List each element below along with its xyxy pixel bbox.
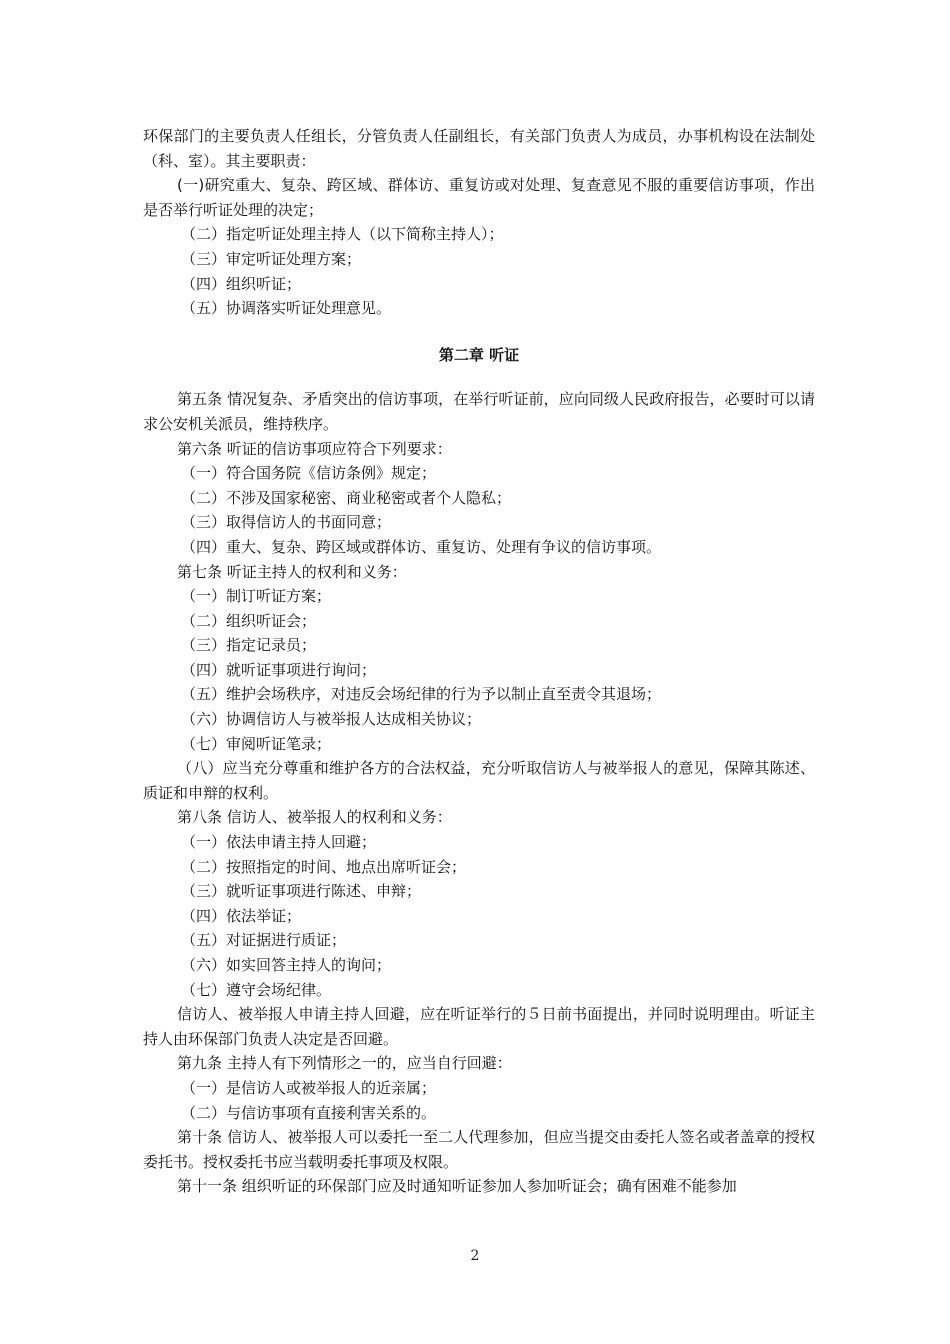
list-item: （六）如实回答主持人的询问； xyxy=(181,956,392,974)
list-item: （三）审定听证处理方案； xyxy=(181,249,362,268)
paragraph: 信访人、被举报人申请主持人回避，应在听证举行的５日前书面提出，并同时说明理由。听证主持人由环保部门负责人决定是否回避。 xyxy=(143,1005,815,1048)
paragraph: 第十条 信访人、被举报人可以委托一至二人代理参加，但应当提交由委托人签名或者盖章的授权委托书。授权委托书应当载明委托事项及权限。 xyxy=(143,1128,815,1171)
list-item: （一）符合国务院《信访条例》规定； xyxy=(181,464,437,483)
chapter-section xyxy=(143,387,815,1199)
list-item: （二）组织听证会； xyxy=(181,611,317,630)
paragraph: 第九条 主持人有下列情形之一的，应当自行回避： xyxy=(177,1054,512,1073)
paragraph: 第八条 信访人、被举报人的权利和义务： xyxy=(177,808,452,827)
list-item: （四）依法举证； xyxy=(181,906,302,925)
list-item: （五）对证据进行质证； xyxy=(181,931,347,950)
list-item: （五）维护会场秩序，对违反会场纪律的行为予以制止直至责令其退场； xyxy=(181,685,662,704)
list-item: （一）制订听证方案； xyxy=(181,587,332,606)
list-item: （三）取得信访人的书面同意； xyxy=(181,513,392,532)
paragraph: （八）应当充分尊重和维护各方的合法权益，充分听取信访人与被举报人的意见，保障其陈述、质证和申辩的权利。 xyxy=(143,759,815,802)
paragraph: 第十一条 组织听证的环保部门应及时通知听证参加人参加听证会；确有困难不能参加 xyxy=(177,1177,737,1196)
preamble-section xyxy=(143,124,815,321)
paragraph: (一)研究重大、复杂、跨区域、群体访、重复访或对处理、复查意见不服的重要信访事项，作出是否举行听证处理的决定； xyxy=(143,176,815,219)
list-item: （四）重大、复杂、跨区域或群体访、重复访、处理有争议的信访事项。 xyxy=(181,537,662,556)
list-item: （五）协调落实听证处理意见。 xyxy=(181,299,392,318)
document-body xyxy=(143,124,815,1199)
list-item: （三）指定记录员； xyxy=(181,636,317,655)
paragraph: 第六条 听证的信访事项应符合下列要求： xyxy=(177,439,452,458)
paragraph: 环保部门的主要负责人任组长，分管负责人任副组长，有关部门负责人为成员，办事机构设在法制处（科、室）。其主要职责： xyxy=(143,127,815,170)
paragraph: 第七条 听证主持人的权利和义务： xyxy=(177,562,407,581)
list-item: （二）与信访事项有直接利害关系的。 xyxy=(181,1103,437,1122)
list-item: （二）不涉及国家秘密、商业秘密或者个人隐私； xyxy=(181,488,512,507)
chapter-heading: 第二章 听证 xyxy=(438,345,520,364)
list-item: （七）遵守会场纪律。 xyxy=(181,980,332,999)
list-item: （二）按照指定的时间、地点出席听证会； xyxy=(181,857,467,876)
list-item: （一）是信访人或被举报人的近亲属； xyxy=(181,1078,437,1097)
list-item: （四）组织听证； xyxy=(181,274,302,293)
list-item: （七）审阅听证笔录； xyxy=(181,734,332,753)
list-item: （四）就听证事项进行询问； xyxy=(181,660,377,679)
list-item: （六）协调信访人与被举报人达成相关协议； xyxy=(181,710,482,729)
paragraph: 第五条 情况复杂、矛盾突出的信访事项，在举行听证前，应向同级人民政府报告，必要时可以请求公安机关派员，维持秩序。 xyxy=(143,390,815,433)
list-item: （一）依法申请主持人回避； xyxy=(181,833,377,852)
page-number: 2 xyxy=(470,1248,480,1264)
list-item: （三）就听证事项进行陈述、申辩； xyxy=(181,882,422,901)
list-item: （二）指定听证处理主持人（以下简称主持人）； xyxy=(181,225,504,244)
